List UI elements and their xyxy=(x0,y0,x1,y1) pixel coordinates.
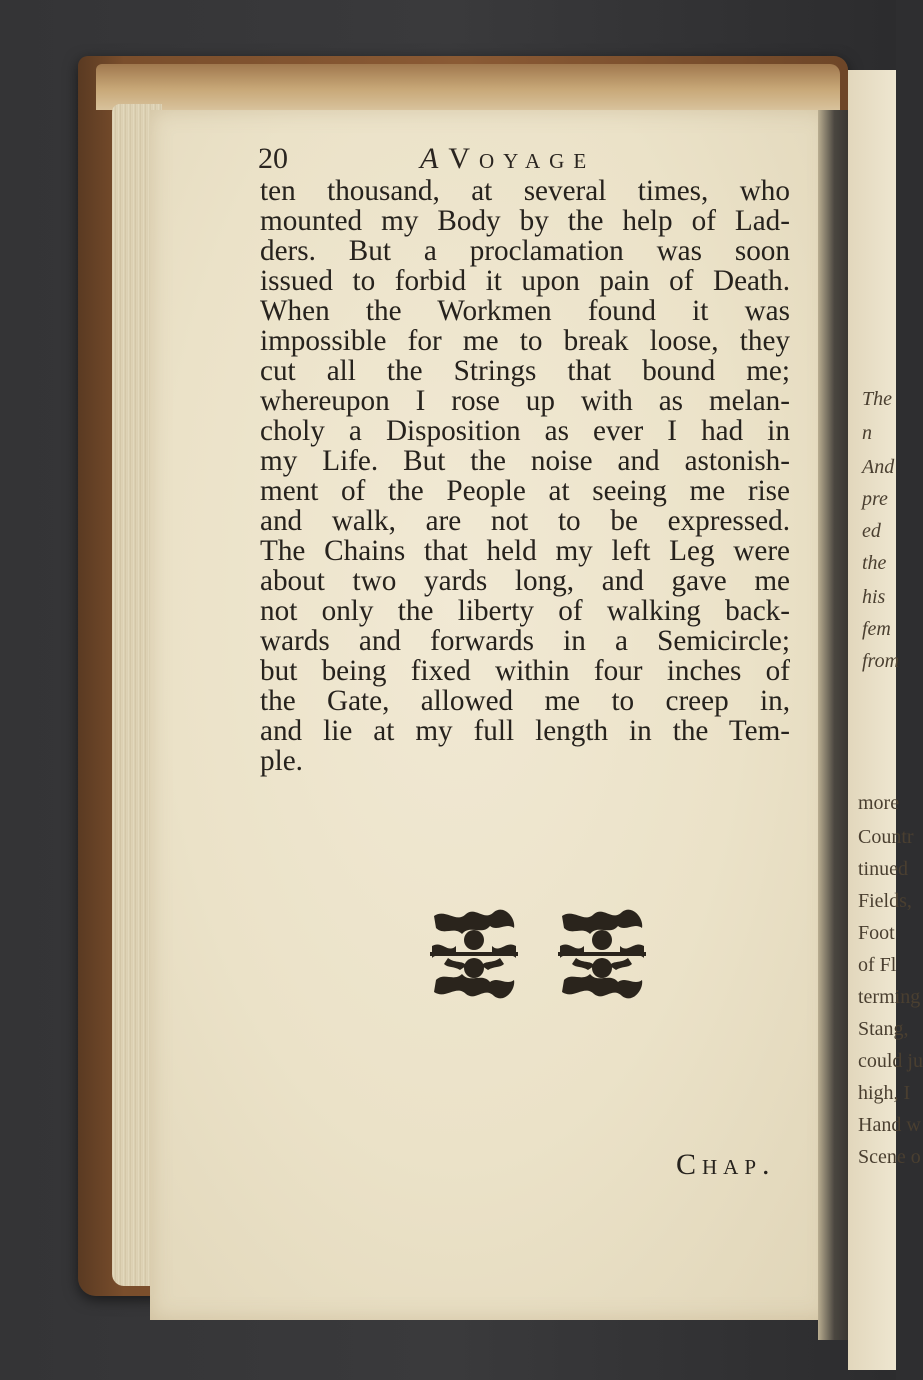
text-line: ple. xyxy=(260,745,303,777)
facing-page-fragment: Countr xyxy=(858,826,914,848)
text-line: issued to forbid it upon pain of Death. xyxy=(260,265,790,297)
text-line: whereupon I rose up with as melan- xyxy=(260,385,790,417)
catchword: Chap. xyxy=(676,1148,776,1181)
text-line: The Chains that held my left Leg were xyxy=(260,535,790,567)
facing-page-fragment: tinued xyxy=(858,858,908,880)
fleuron-ornament-icon xyxy=(426,906,522,1002)
text-line: and walk, are not to be expressed. xyxy=(260,505,790,537)
facing-page-fragment: ed xyxy=(862,520,881,542)
facing-page-fragment: fem xyxy=(862,618,891,640)
facing-page-fragment: pre xyxy=(862,488,888,510)
text-line: cut all the Strings that bound me; xyxy=(260,355,790,387)
text-line: wards and forwards in a Semicircle; xyxy=(260,625,790,657)
running-head-word: Voyage xyxy=(448,142,596,175)
text-line: ten thousand, at several times, who xyxy=(260,175,790,207)
fleuron-ornament-icon xyxy=(554,906,650,1002)
text-line: about two yards long, and gave me xyxy=(260,565,790,597)
text-line: ment of the People at seeing me rise xyxy=(260,475,790,507)
page-number: 20 xyxy=(258,142,288,175)
facing-page-fragment: could ju xyxy=(858,1050,923,1072)
text-line: mounted my Body by the help of Lad- xyxy=(260,205,790,237)
facing-page-fragment: Fields, xyxy=(858,890,912,912)
text-line: not only the liberty of walking back- xyxy=(260,595,790,627)
cover-top-edge xyxy=(96,64,840,110)
running-head xyxy=(420,142,595,176)
facing-page-fragment: more xyxy=(858,792,900,814)
text-line: my Life. But the noise and astonish- xyxy=(260,445,790,477)
facing-page-fragment: Scene o xyxy=(858,1146,921,1168)
facing-page xyxy=(848,70,923,1370)
facing-page-fragment: And xyxy=(862,456,895,478)
facing-page-fragment: his xyxy=(862,586,886,608)
book-gutter xyxy=(818,110,848,1340)
text-line: impossible for me to break loose, they xyxy=(260,325,790,357)
printers-ornaments xyxy=(426,906,652,1002)
body-text xyxy=(260,176,790,776)
facing-page-fragment: Stang, xyxy=(858,1018,909,1040)
facing-page-fragment: The xyxy=(862,388,892,410)
facing-page-fragment: high, I xyxy=(858,1082,911,1104)
facing-page-fragment: of Fl xyxy=(858,954,897,976)
facing-page-fragment: Foot xyxy=(858,922,895,944)
facing-page-fragment: n xyxy=(862,422,872,444)
text-line: ders. But a proclamation was soon xyxy=(260,235,790,267)
text-line: and lie at my full length in the Tem- xyxy=(260,715,790,747)
text-line: but being fixed within four inches of xyxy=(260,655,790,687)
facing-page-fragment: the xyxy=(862,552,887,574)
text-line: When the Workmen found it was xyxy=(260,295,790,327)
facing-page-fragment: terming xyxy=(858,986,921,1008)
text-line: choly a Disposition as ever I had in xyxy=(260,415,790,447)
facing-page-fragment: Hand w xyxy=(858,1114,921,1136)
text-line: the Gate, allowed me to creep in, xyxy=(260,685,790,717)
running-head-article: A xyxy=(420,142,439,175)
facing-page-fragment: from xyxy=(862,650,900,672)
